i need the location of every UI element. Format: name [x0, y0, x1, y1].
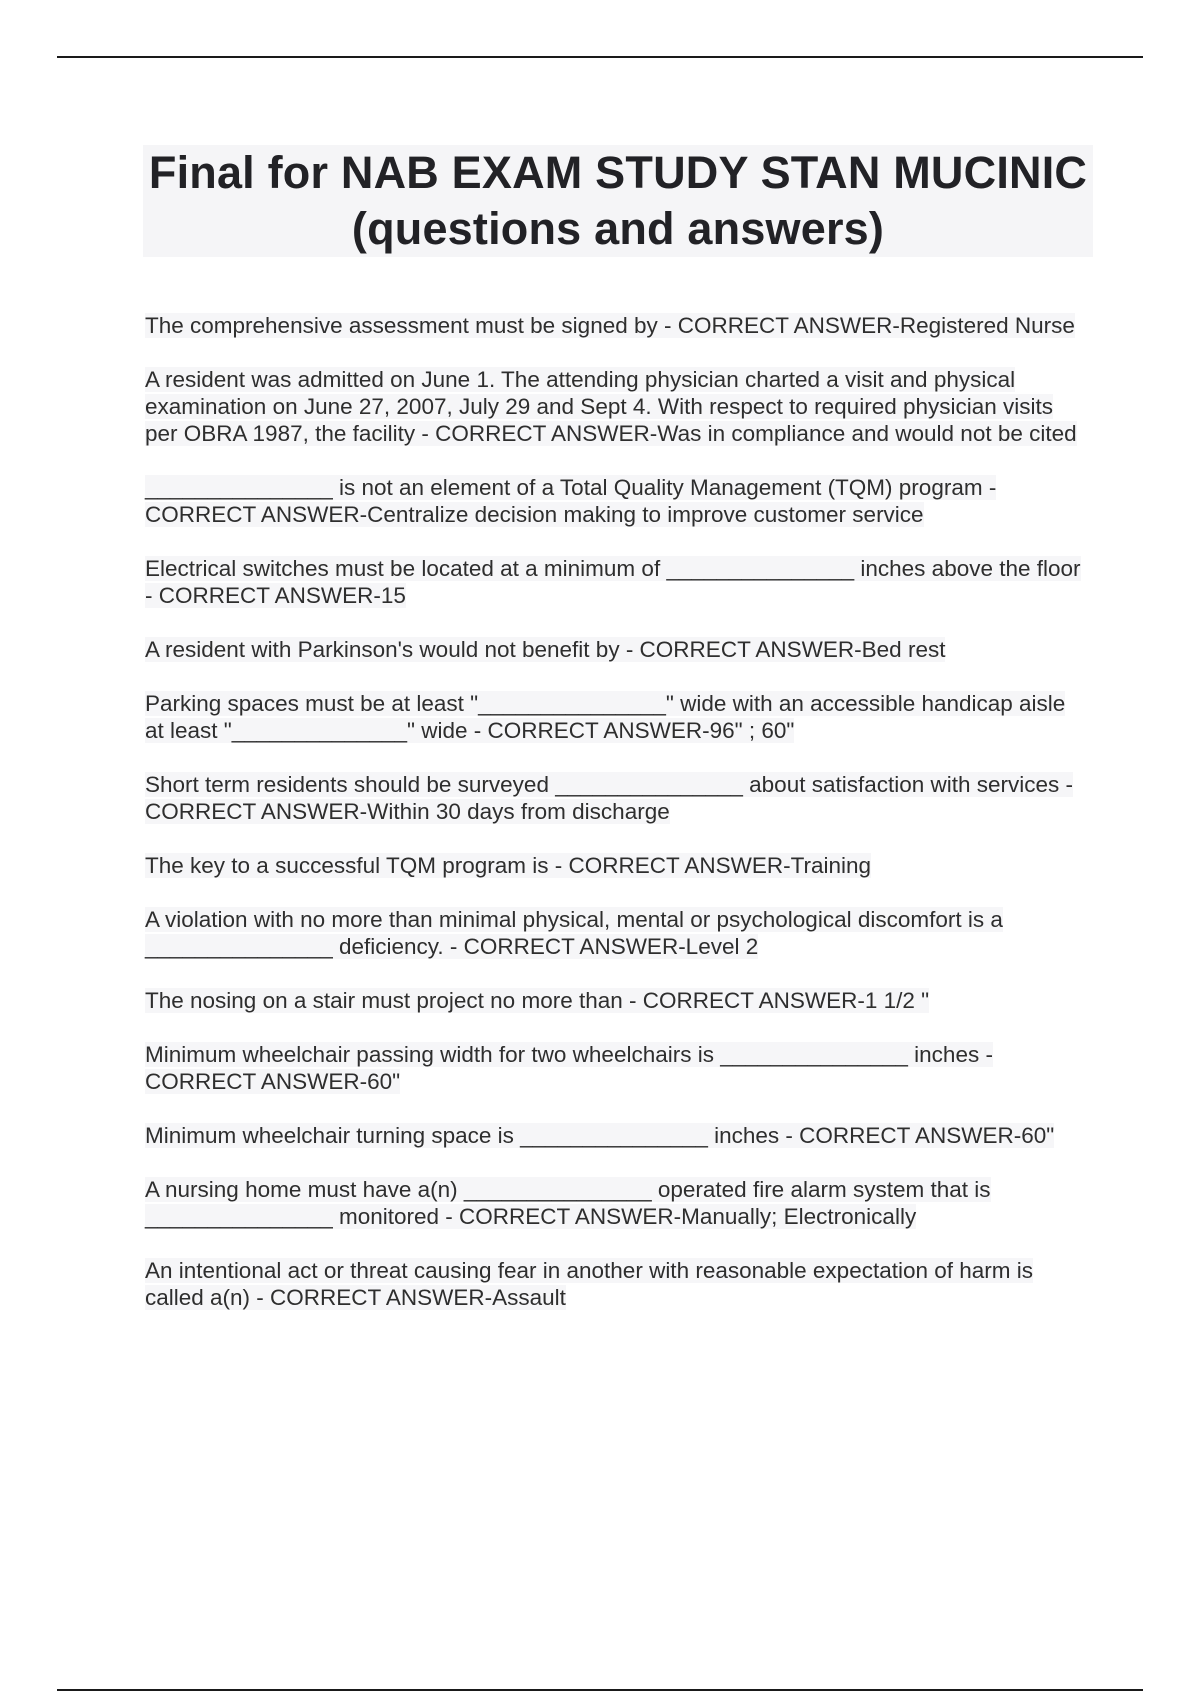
qa-text: Minimum wheelchair turning space is _______________ inches - CORRECT ANSWER-60": [145, 1123, 1055, 1148]
title-block: [143, 145, 1093, 257]
qa-item: [145, 636, 1085, 663]
qa-text: The comprehensive assessment must be signed by - CORRECT ANSWER-Registered Nurse: [145, 313, 1075, 338]
qa-text: A violation with no more than minimal physical, mental or psychological discomfort is a _______________ deficiency. - CORRECT ANSWER-Level 2: [145, 907, 1003, 959]
qa-text: An intentional act or threat causing fear in another with reasonable expectation of harm is called a(n) - CORRECT ANSWER-Assault: [145, 1258, 1034, 1310]
qa-item: [145, 987, 1085, 1014]
qa-text: Short term residents should be surveyed _______________ about satisfaction with services - CORRECT ANSWER-Within 30 days from discharge: [145, 772, 1074, 824]
qa-item: [145, 1122, 1085, 1149]
qa-text: The key to a successful TQM program is - CORRECT ANSWER-Training: [145, 853, 872, 878]
qa-text: Minimum wheelchair passing width for two wheelchairs is _______________ inches - CORRECT ANSWER-60": [145, 1042, 993, 1094]
qa-item: [145, 366, 1085, 447]
qa-text: A resident with Parkinson's would not benefit by - CORRECT ANSWER-Bed rest: [145, 637, 946, 662]
qa-list: [145, 312, 1085, 1338]
qa-item: [145, 312, 1085, 339]
footer-rule: [57, 1689, 1143, 1691]
qa-text: _______________ is not an element of a Total Quality Management (TQM) program - CORRECT ANSWER-Centralize decision making to improve customer service: [145, 475, 997, 527]
qa-item: [145, 1176, 1085, 1230]
qa-text: A nursing home must have a(n) _______________ operated fire alarm system that is _______________ monitored - CORRECT ANSWER-Manually; Electronically: [145, 1177, 991, 1229]
qa-item: [145, 474, 1085, 528]
qa-text: Parking spaces must be at least "_______________" wide with an accessible handicap aisle at least "______________" wide - CORRECT ANSWER-96" ; 60": [145, 691, 1066, 743]
qa-item: [145, 906, 1085, 960]
qa-text: A resident was admitted on June 1. The attending physician charted a visit and physical examination on June 27, 2007, July 29 and Sept 4. With respect to required physician visits per OBRA 1987, the facility - CORRECT ANSWER-Was in compliance and would not be cited: [145, 367, 1077, 446]
qa-item: [145, 690, 1085, 744]
qa-item: [145, 1257, 1085, 1311]
document-title: Final for NAB EXAM STUDY STAN MUCINIC (questions and answers): [148, 147, 1088, 254]
qa-item: [145, 771, 1085, 825]
qa-text: Electrical switches must be located at a minimum of _______________ inches above the floor - CORRECT ANSWER-15: [145, 556, 1081, 608]
qa-item: [145, 555, 1085, 609]
qa-item: [145, 852, 1085, 879]
qa-item: [145, 1041, 1085, 1095]
qa-text: The nosing on a stair must project no more than - CORRECT ANSWER-1 1/2 ": [145, 988, 930, 1013]
header-rule: [57, 56, 1143, 58]
